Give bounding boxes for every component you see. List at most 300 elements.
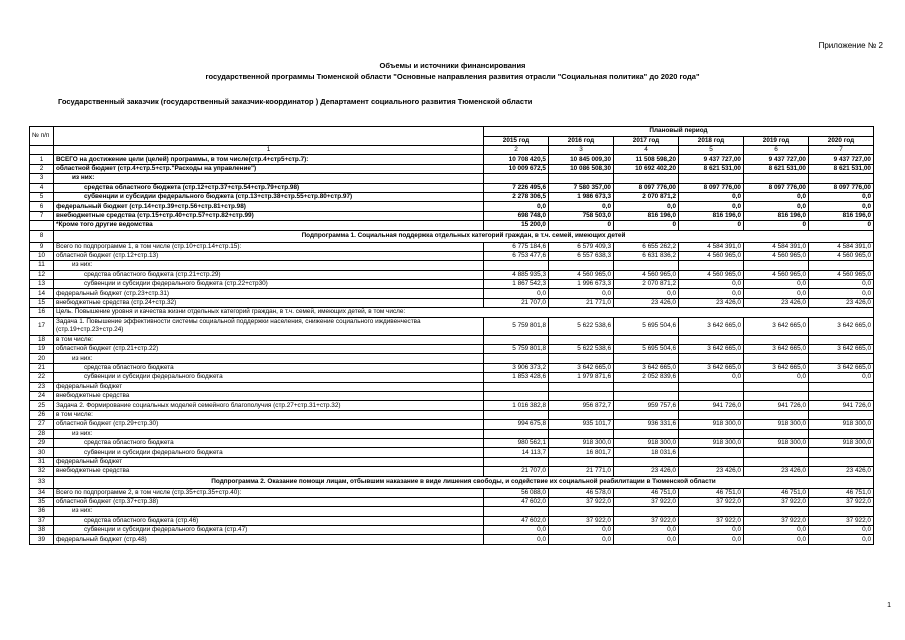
value-cell: 14 113,7 [484,448,549,457]
row-label: федеральный бюджет [54,382,484,391]
value-cell: 10 086 508,30 [549,164,614,173]
row-number: 39 [30,535,54,544]
table-row [30,317,874,335]
value-cell: 4 560 965,0 [809,251,874,260]
header-row-index [30,146,874,155]
value-cell [549,410,614,419]
value-cell: 0,0 [614,535,679,544]
value-cell [809,391,874,400]
value-cell: 0,0 [809,373,874,382]
table-row [30,155,874,164]
value-cell [614,335,679,344]
value-cell: 8 097 776,00 [744,183,809,192]
value-cell [549,354,614,363]
row-number: 18 [30,335,54,344]
value-cell: 5 622 538,6 [549,317,614,335]
value-cell [679,391,744,400]
value-cell: 918 300,0 [614,438,679,447]
table-row [30,535,874,544]
value-cell: 37 922,0 [549,516,614,525]
value-cell: 980 562,1 [484,438,549,447]
value-cell [484,429,549,438]
value-cell [484,261,549,270]
value-cell: 46 751,0 [679,488,744,497]
row-label: средства областного бюджета [54,363,484,372]
value-cell: 0 [549,221,614,230]
value-cell: 0,0 [744,192,809,201]
table-row [30,429,874,438]
value-cell: 1 996 673,3 [549,280,614,289]
row-label: из них: [54,507,484,516]
col-index: 4 [614,146,679,155]
value-cell: 758 503,0 [549,211,614,220]
value-cell: 37 922,0 [549,497,614,506]
row-label: средства областного бюджета (стр.21+стр.29) [54,270,484,279]
value-cell [484,410,549,419]
value-cell: 0 [679,221,744,230]
value-cell: 4 584 391,0 [679,242,744,251]
row-number: 25 [30,401,54,410]
value-cell: 47 602,0 [484,497,549,506]
col-index: 3 [549,146,614,155]
page-number: 1 [887,602,891,609]
row-label: Всего по подпрограмме 2, в том числе (стр.35+стр.35+стр.40): [54,488,484,497]
row-number: 16 [30,308,54,317]
table-row [30,476,874,488]
value-cell: 994 675,8 [484,420,549,429]
row-number: 34 [30,488,54,497]
value-cell: 0,0 [744,535,809,544]
col-index [30,146,54,155]
value-cell: 3 642 665,0 [614,363,679,372]
value-cell: 4 560 965,0 [614,270,679,279]
value-cell: 15 200,0 [484,221,549,230]
table-row [30,298,874,307]
row-label: Подпрограмма 1. Социальная поддержка отдельных категорий граждан, в т.ч. семей, имеющих детей [54,230,874,242]
value-cell: 23 426,0 [614,467,679,476]
value-cell [679,261,744,270]
row-label: субвенции и субсидии федерального бюджета [54,448,484,457]
table-row [30,270,874,279]
value-cell: 7 580 357,00 [549,183,614,192]
value-cell [809,382,874,391]
table-row [30,373,874,382]
row-number: 23 [30,382,54,391]
value-cell: 47 602,0 [484,516,549,525]
row-number: 8 [30,230,54,242]
value-cell: 0,0 [809,192,874,201]
value-cell: 6 753 477,6 [484,251,549,260]
table-row [30,251,874,260]
value-cell: 37 922,0 [809,516,874,525]
year-header: 2018 год [679,136,744,146]
value-cell: 8 097 776,00 [614,183,679,192]
value-cell [614,429,679,438]
value-cell: 21 771,0 [549,467,614,476]
value-cell: 3 642 665,0 [809,363,874,372]
value-cell: 935 101,7 [549,420,614,429]
value-cell: 941 726,0 [809,401,874,410]
state-customer-line: Государственный заказчик (государственный заказчик-координатор ) Департамент социального развития Тюменской области [58,97,533,106]
table-row [30,457,874,466]
value-cell [614,382,679,391]
value-cell: 9 437 727,00 [679,155,744,164]
year-header: 2015 год [484,136,549,146]
row-label: Всего по подпрограмме 1, в том числе (стр.10+стр.14+стр.15): [54,242,484,251]
value-cell [614,261,679,270]
value-cell: 3 642 665,0 [809,345,874,354]
value-cell: 0,0 [744,202,809,211]
value-cell: 21 707,0 [484,298,549,307]
value-cell [744,354,809,363]
value-cell: 1 979 871,6 [549,373,614,382]
value-cell: 0,0 [614,202,679,211]
row-label: Цель. Повышение уровня и качества жизни отдельных категорий граждан, в т.ч. семей, имеющих детей, в том числе: [54,308,874,317]
header-row-plan [30,127,874,137]
year-header: 2016 год [549,136,614,146]
value-cell: 0,0 [614,526,679,535]
value-cell: 5 622 538,6 [549,345,614,354]
value-cell: 23 426,0 [614,298,679,307]
table-row [30,221,874,230]
table-row [30,516,874,525]
value-cell: 4 560 965,0 [744,270,809,279]
value-cell: 2 070 871,2 [614,192,679,201]
table-row [30,354,874,363]
value-cell [809,429,874,438]
table-row [30,164,874,173]
row-number: 9 [30,242,54,251]
col-index: 6 [744,146,809,155]
value-cell: 3 642 665,0 [809,317,874,335]
value-cell: 16 801,7 [549,448,614,457]
value-cell: 46 751,0 [809,488,874,497]
plan-period-header: Плановый период [484,127,874,137]
value-cell [679,457,744,466]
value-cell: 0,0 [484,289,549,298]
row-number: 15 [30,298,54,307]
value-cell [549,174,614,183]
value-cell: 8 621 531,00 [809,164,874,173]
value-cell [484,174,549,183]
value-cell: 46 751,0 [744,488,809,497]
value-cell: 5 695 504,6 [614,317,679,335]
table-row [30,280,874,289]
value-cell: 4 560 965,0 [809,270,874,279]
value-cell: 0,0 [679,535,744,544]
row-label: из них: [54,174,484,183]
value-cell: 23 426,0 [679,298,744,307]
value-cell: 18 031,6 [614,448,679,457]
value-cell: 23 426,0 [744,298,809,307]
value-cell: 3 642 665,0 [679,363,744,372]
value-cell [549,391,614,400]
value-cell: 11 508 598,20 [614,155,679,164]
value-cell [744,448,809,457]
value-cell: 0,0 [744,280,809,289]
row-number: 19 [30,345,54,354]
row-label: из них: [54,429,484,438]
value-cell: 8 621 531,00 [744,164,809,173]
value-cell [614,174,679,183]
table-row [30,488,874,497]
table-row [30,526,874,535]
row-label: *Кроме того другие ведомства [54,221,484,230]
value-cell [614,457,679,466]
value-cell: 4 560 965,0 [744,251,809,260]
value-cell [744,429,809,438]
table-row [30,363,874,372]
table-row [30,410,874,419]
value-cell: 0,0 [549,526,614,535]
col-index: 1 [54,146,484,155]
value-cell: 918 300,0 [744,420,809,429]
row-number: 2 [30,164,54,173]
table-row [30,192,874,201]
table-row [30,448,874,457]
row-number: 21 [30,363,54,372]
value-cell [484,354,549,363]
table-row [30,242,874,251]
value-cell: 37 922,0 [679,516,744,525]
value-cell [809,457,874,466]
table-row [30,261,874,270]
row-label: федеральный бюджет [54,457,484,466]
row-number: 3 [30,174,54,183]
value-cell [549,261,614,270]
row-label: Подпрограмма 2. Оказание помощи лицам, отбывшим наказание в виде лишения свободы, и содействие их социальной реабилитации в Тюменской области [54,476,874,488]
value-cell: 816 196,0 [809,211,874,220]
value-cell: 1 986 673,3 [549,192,614,201]
row-label: областной бюджет (стр.37+стр.38) [54,497,484,506]
value-cell: 8 097 776,00 [809,183,874,192]
value-cell: 10 845 009,30 [549,155,614,164]
value-cell [484,391,549,400]
table-row [30,382,874,391]
table-row [30,174,874,183]
row-label: средства областного бюджета [54,438,484,447]
row-number: 28 [30,429,54,438]
value-cell: 1 016 382,8 [484,401,549,410]
value-cell [809,261,874,270]
value-cell [744,335,809,344]
value-cell [484,457,549,466]
table-row [30,467,874,476]
value-cell: 23 426,0 [744,467,809,476]
value-cell [614,410,679,419]
value-cell [809,354,874,363]
value-cell: 8 097 776,00 [679,183,744,192]
value-cell: 6 655 262,2 [614,242,679,251]
value-cell: 9 437 727,00 [744,155,809,164]
value-cell [679,335,744,344]
value-cell [679,410,744,419]
value-cell: 2 052 839,6 [614,373,679,382]
row-label: областной бюджет (стр.29+стр.30) [54,420,484,429]
row-number: 13 [30,280,54,289]
row-number: 4 [30,183,54,192]
value-cell: 0,0 [679,526,744,535]
table-row [30,391,874,400]
row-number: 32 [30,467,54,476]
value-cell [614,391,679,400]
value-cell: 4 885 935,3 [484,270,549,279]
value-cell: 3 642 665,0 [679,317,744,335]
table-row [30,230,874,242]
value-cell: 0,0 [484,526,549,535]
value-cell: 0,0 [809,280,874,289]
row-label: областной бюджет (стр.12+стр.13) [54,251,484,260]
value-cell: 0,0 [744,373,809,382]
value-cell [549,429,614,438]
value-cell: 6 579 409,3 [549,242,614,251]
table-row [30,507,874,516]
row-number: 22 [30,373,54,382]
table-body [30,155,874,544]
table-row [30,438,874,447]
row-number: 1 [30,155,54,164]
value-cell: 7 226 495,6 [484,183,549,192]
value-cell: 56 088,0 [484,488,549,497]
value-cell: 37 922,0 [809,497,874,506]
value-cell: 3 642 665,0 [679,345,744,354]
value-cell: 21 707,0 [484,467,549,476]
value-cell [744,174,809,183]
value-cell: 698 748,0 [484,211,549,220]
value-cell: 23 426,0 [809,298,874,307]
value-cell: 2 278 306,5 [484,192,549,201]
value-cell: 0,0 [484,202,549,211]
table-row [30,497,874,506]
value-cell: 2 070 871,2 [614,280,679,289]
value-cell: 5 695 504,6 [614,345,679,354]
row-label: субвенции и субсидии федерального бюджета (стр.22+стр30) [54,280,484,289]
row-label: федеральный бюджет (стр.23+стр.31) [54,289,484,298]
value-cell: 5 759 801,8 [484,345,549,354]
value-cell: 4 560 965,0 [679,270,744,279]
row-label: областной бюджет (стр.21+стр.22) [54,345,484,354]
value-cell: 918 300,0 [809,438,874,447]
value-cell: 0,0 [679,373,744,382]
row-label: в том числе: [54,335,484,344]
row-label: федеральный бюджет (стр.48) [54,535,484,544]
row-number: 7 [30,211,54,220]
row-number: 26 [30,410,54,419]
value-cell: 1 853 428,6 [484,373,549,382]
value-cell: 3 642 665,0 [744,317,809,335]
col-index: 7 [809,146,874,155]
table-row [30,308,874,317]
value-cell: 6 631 836,2 [614,251,679,260]
row-number: 20 [30,354,54,363]
value-cell: 37 922,0 [614,516,679,525]
row-number [30,221,54,230]
value-cell [679,174,744,183]
value-cell: 0,0 [614,289,679,298]
value-cell [614,354,679,363]
table-row [30,211,874,220]
value-cell: 37 922,0 [679,497,744,506]
value-cell: 0,0 [809,526,874,535]
value-cell [484,507,549,516]
table-row [30,183,874,192]
value-cell: 918 300,0 [744,438,809,447]
appendix-label: Приложение № 2 [818,41,883,50]
value-cell: 918 300,0 [809,420,874,429]
value-cell: 918 300,0 [679,420,744,429]
document-title: Объемы и источники финансирования [379,61,526,70]
value-cell [809,507,874,516]
value-cell: 23 426,0 [679,467,744,476]
row-label: внебюджетные средства [54,467,484,476]
value-cell: 956 872,7 [549,401,614,410]
value-cell: 46 578,0 [549,488,614,497]
value-cell: 4 560 965,0 [679,251,744,260]
row-label: в том числе: [54,410,484,419]
row-number: 35 [30,497,54,506]
value-cell: 0,0 [809,535,874,544]
value-cell: 816 196,0 [744,211,809,220]
value-cell: 0,0 [744,289,809,298]
table-row [30,420,874,429]
value-cell [679,507,744,516]
document-subtitle: государственной программы Тюменской области "Основные направления развития отрасли "Социальная политика" до 2020 года" [205,72,700,81]
value-cell [549,335,614,344]
value-cell [809,410,874,419]
col-index: 2 [484,146,549,155]
value-cell: 10 708 420,5 [484,155,549,164]
value-cell: 3 642 665,0 [549,363,614,372]
row-number: 11 [30,261,54,270]
value-cell: 0,0 [679,192,744,201]
value-cell [744,410,809,419]
value-cell: 0,0 [549,535,614,544]
table-row [30,202,874,211]
value-cell [484,335,549,344]
col-number-header: № п/п [30,127,54,146]
value-cell: 0,0 [679,289,744,298]
row-label: Задача 1. Повышение эффективности системы социальной поддержки населения, снижение социального иждивенчества (стр.19+стр.23+стр.24) [54,317,484,335]
value-cell [549,382,614,391]
value-cell: 10 009 672,5 [484,164,549,173]
value-cell: 4 584 391,0 [744,242,809,251]
value-cell [679,382,744,391]
value-cell: 5 759 801,8 [484,317,549,335]
value-cell: 941 726,0 [744,401,809,410]
row-number: 10 [30,251,54,260]
value-cell [484,382,549,391]
value-cell [809,174,874,183]
value-cell [614,507,679,516]
value-cell: 918 300,0 [549,438,614,447]
row-label: внебюджетные средства (стр.15+стр.40+стр.57+стр.82+стр.99) [54,211,484,220]
row-label: субвенции и субсидии федерального бюджета [54,373,484,382]
value-cell: 8 621 531,00 [679,164,744,173]
row-label: внебюджетные средства [54,391,484,400]
row-label: субвенции и субсидии федерального бюджета (стр.13+стр.38+стр.55+стр.80+стр.97) [54,192,484,201]
value-cell: 6 557 638,3 [549,251,614,260]
row-number: 31 [30,457,54,466]
value-cell: 6 775 184,6 [484,242,549,251]
table-row [30,289,874,298]
year-header: 2020 год [809,136,874,146]
row-label: из них: [54,261,484,270]
value-cell: 0,0 [679,202,744,211]
value-cell: 0,0 [679,280,744,289]
row-label: федеральный бюджет (стр.14+стр.39+стр.56+стр.81+стр.98) [54,202,484,211]
value-cell: 0,0 [549,289,614,298]
row-number: 24 [30,391,54,400]
